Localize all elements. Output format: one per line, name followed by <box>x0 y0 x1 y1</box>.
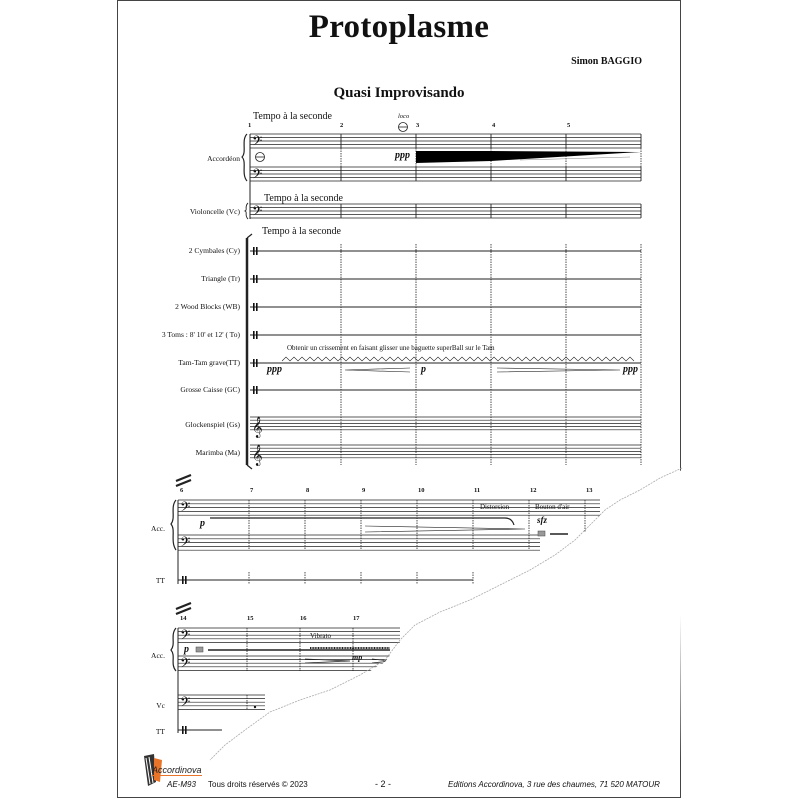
bass-clef-icon: 𝄢 <box>180 499 191 518</box>
annotation-vibrato: Vibrato <box>310 632 331 640</box>
bass-clef-icon: 𝄢 <box>180 694 191 713</box>
percussion-clef-icon <box>253 303 255 311</box>
measure-number: 6 <box>180 487 184 494</box>
percussion-clef-icon <box>256 331 258 339</box>
air-button-icon <box>538 531 545 536</box>
tamtam-zigzag <box>282 357 634 361</box>
instrument-label: Vc <box>156 701 165 710</box>
bass-clef-icon: 𝄢 <box>180 627 191 646</box>
loco-marking: loco <box>398 113 410 120</box>
measure-number: 5 <box>567 122 571 129</box>
measure-number: 9 <box>362 487 366 494</box>
dynamic-mp: mp <box>352 653 363 662</box>
annotation-bouton-air: Bouton d'air <box>535 503 570 511</box>
dynamic-sfz: sfz <box>537 515 548 525</box>
percussion-clef-icon <box>256 386 258 394</box>
note-dot <box>254 706 256 708</box>
composer-name: Simon BAGGIO <box>571 56 642 67</box>
bass-clef-icon: 𝄢 <box>180 534 191 553</box>
page-number: - 2 - <box>375 779 392 789</box>
brace <box>171 500 176 550</box>
measure-number: 10 <box>418 487 425 494</box>
instrument-label: Grosse Caisse (GC) <box>180 385 240 394</box>
instrument-label: Accordéon <box>207 154 240 163</box>
system-separator-icon <box>176 603 191 614</box>
percussion-clef-icon <box>256 275 258 283</box>
cluster-wedge <box>416 151 641 163</box>
dynamic-ppp: ppp <box>623 364 638 375</box>
measure-number: 13 <box>586 487 593 494</box>
catalog-number: AE-M93 <box>167 780 196 789</box>
bass-clef-icon: 𝄢 <box>180 655 191 674</box>
instrument-label: Acc. <box>151 524 165 533</box>
brace <box>242 134 247 181</box>
instrument-label: Glockenspiel (Gs) <box>185 420 240 429</box>
crescendo-hairpin <box>345 368 410 372</box>
logo-text: Accordinova <box>152 765 202 775</box>
tempo-label-1: Tempo à la seconde <box>253 111 332 122</box>
percussion-clef-icon <box>253 275 255 283</box>
percussion-clef-icon <box>253 247 255 255</box>
percussion-clef-icon <box>185 576 187 584</box>
percussion-clef-icon <box>253 359 255 367</box>
decrescendo-hairpin <box>497 368 620 372</box>
instrument-label: TT <box>155 576 165 585</box>
score-title: Protoplasme <box>308 9 490 45</box>
measure-number: 11 <box>474 487 481 494</box>
tempo-label-2: Tempo à la seconde <box>264 193 343 204</box>
dynamic-p: p <box>184 644 189 655</box>
tempo-label-3: Tempo à la seconde <box>262 226 341 237</box>
measure-number: 3 <box>416 122 420 129</box>
score-subtitle: Quasi Improvisando <box>333 85 465 101</box>
percussion-clef-icon <box>256 247 258 255</box>
instrument-label: 3 Toms : 8' 10' et 12' ( To) <box>161 330 240 339</box>
instrument-label: TT <box>155 727 165 736</box>
percussion-clef-icon <box>182 726 184 734</box>
instrument-label: Violoncelle (Vc) <box>189 207 240 216</box>
percussion-bracket <box>247 234 252 238</box>
measure-number: 17 <box>353 615 360 622</box>
bass-clef-icon: 𝄢 <box>252 203 263 222</box>
decrescendo-hairpin <box>365 526 525 532</box>
instrument-label: 2 Cymbales (Cy) <box>188 246 240 255</box>
copyright-notice: Tous droits réservés © 2023 <box>208 780 308 789</box>
instrument-label: Acc. <box>151 651 165 660</box>
treble-clef-icon: 𝄞 <box>252 445 263 466</box>
measure-number: 7 <box>250 487 254 494</box>
measure-number: 1 <box>248 122 252 129</box>
instrument-label: Tam-Tam grave(TT) <box>178 358 240 367</box>
percussion-clef-icon <box>253 386 255 394</box>
dynamic-ppp: ppp <box>395 150 410 161</box>
brace <box>245 203 248 219</box>
measure-number: 4 <box>492 122 496 129</box>
percussion-clef-icon <box>253 331 255 339</box>
tamtam-instruction: Obtenir un crissement en faisant glisser une baguette superBall sur le Tam <box>287 344 495 352</box>
bass-clef-icon: 𝄢 <box>252 166 263 185</box>
measure-number: 16 <box>300 615 307 622</box>
sustain-line <box>210 518 514 525</box>
dynamic-p: p <box>421 364 426 375</box>
measure-number: 8 <box>306 487 310 494</box>
torn-area <box>210 470 682 762</box>
system-separator-icon <box>176 475 191 486</box>
instrument-label: Marimba (Ma) <box>195 448 240 457</box>
percussion-clef-icon <box>256 359 258 367</box>
brace <box>171 628 176 671</box>
dynamic-p: p <box>200 518 205 529</box>
percussion-clef-icon <box>256 303 258 311</box>
treble-clef-icon: 𝄞 <box>252 417 263 438</box>
measure-number: 15 <box>247 615 254 622</box>
measure-number: 2 <box>340 122 344 129</box>
publisher-address: Editions Accordinova, 3 rue des chaumes, 71 520 MATOUR <box>448 780 660 789</box>
annotation-distorsion: Distorsion <box>480 503 510 511</box>
percussion-clef-icon <box>185 726 187 734</box>
measure-number: 14 <box>180 615 187 622</box>
instrument-label: 2 Wood Blocks (WB) <box>175 302 240 311</box>
bass-clef-icon: 𝄢 <box>252 133 263 152</box>
air-button-icon <box>196 647 203 652</box>
dynamic-ppp: ppp <box>267 364 282 375</box>
measure-number: 12 <box>530 487 537 494</box>
percussion-clef-icon <box>182 576 184 584</box>
instrument-label: Triangle (Tr) <box>201 274 240 283</box>
